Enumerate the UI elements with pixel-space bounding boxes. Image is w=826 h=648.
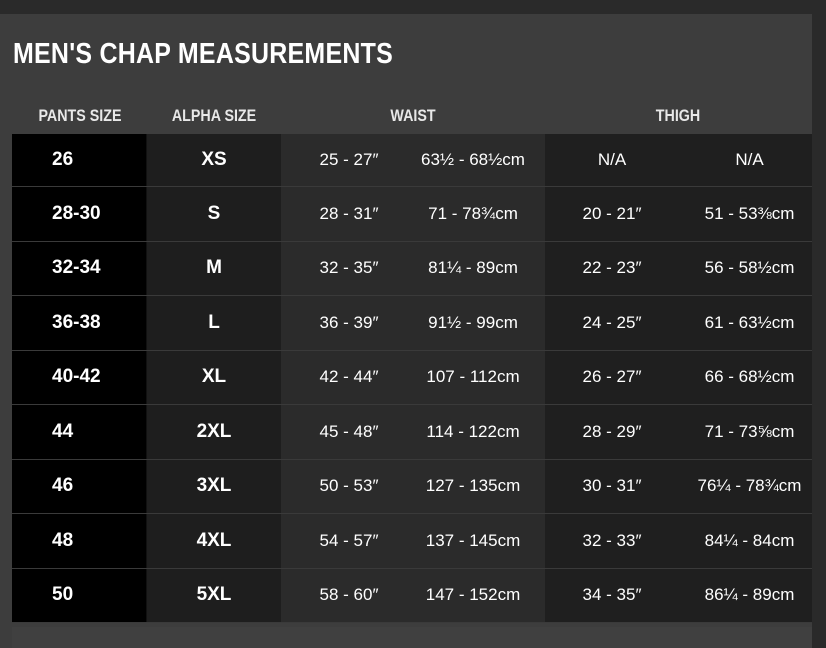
waist-inches-cell: 45 - 48″	[281, 405, 413, 459]
chart-title: MEN'S CHAP MEASUREMENTS	[13, 38, 393, 70]
alpha-size-cell: S	[147, 187, 281, 241]
thigh-cm-cell: N/A	[679, 134, 812, 186]
alpha-size-cell: M	[147, 242, 281, 296]
thigh-cm-cell: 76¼ - 78¾cm	[679, 460, 812, 514]
thigh-inches-cell: 22 - 23″	[545, 242, 679, 296]
table-row	[12, 405, 812, 460]
thigh-inches-cell: 34 - 35″	[545, 569, 679, 623]
pants-size-cell: 36-38	[12, 296, 147, 350]
thigh-inches-cell: N/A	[545, 134, 679, 186]
thigh-inches-cell: 32 - 33″	[545, 514, 679, 568]
pants-size-cell: 48	[12, 514, 147, 568]
thigh-inches-cell: 26 - 27″	[545, 351, 679, 405]
thigh-inches-cell: 20 - 21″	[545, 187, 679, 241]
pants-size-cell: 40-42	[12, 351, 147, 405]
waist-cm-cell: 127 - 135cm	[413, 460, 545, 514]
waist-inches-cell: 25 - 27″	[281, 134, 413, 186]
waist-cm-cell: 91½ - 99cm	[413, 296, 545, 350]
alpha-size-cell: L	[147, 296, 281, 350]
thigh-inches-cell: 30 - 31″	[545, 460, 679, 514]
thigh-cm-cell: 71 - 73⅝cm	[679, 405, 812, 459]
waist-inches-cell: 54 - 57″	[281, 514, 413, 568]
table-row	[12, 460, 812, 515]
header-alpha-size: ALPHA SIZE	[171, 106, 257, 125]
thigh-cm-cell: 51 - 53⅜cm	[679, 187, 812, 241]
waist-cm-cell: 81¼ - 89cm	[413, 242, 545, 296]
pants-size-cell: 28-30	[12, 187, 147, 241]
waist-cm-cell: 71 - 78¾cm	[413, 187, 545, 241]
thigh-cm-cell: 61 - 63½cm	[679, 296, 812, 350]
table-row	[12, 569, 812, 624]
pants-size-cell: 46	[12, 460, 147, 514]
table-row	[12, 242, 812, 297]
pants-size-cell: 32-34	[12, 242, 147, 296]
waist-inches-cell: 32 - 35″	[281, 242, 413, 296]
thigh-cm-cell: 66 - 68½cm	[679, 351, 812, 405]
waist-inches-cell: 28 - 31″	[281, 187, 413, 241]
waist-cm-cell: 147 - 152cm	[413, 569, 545, 623]
table-row	[12, 134, 812, 187]
table-row	[12, 514, 812, 569]
header-waist: WAIST	[390, 106, 436, 125]
pants-size-cell: 50	[12, 569, 147, 623]
header-pants-size: PANTS SIZE	[38, 106, 122, 125]
waist-inches-cell: 36 - 39″	[281, 296, 413, 350]
alpha-size-cell: 5XL	[147, 569, 281, 623]
pants-size-cell: 44	[12, 405, 147, 459]
thigh-cm-cell: 56 - 58½cm	[679, 242, 812, 296]
waist-inches-cell: 42 - 44″	[281, 351, 413, 405]
table-row	[12, 351, 812, 406]
pants-size-cell: 26	[12, 134, 147, 186]
alpha-size-cell: XL	[147, 351, 281, 405]
alpha-size-cell: 4XL	[147, 514, 281, 568]
table-footer-strip	[12, 627, 812, 648]
waist-cm-cell: 63½ - 68½cm	[413, 134, 545, 186]
thigh-cm-cell: 86¼ - 89cm	[679, 569, 812, 623]
waist-inches-cell: 58 - 60″	[281, 569, 413, 623]
table-row	[12, 296, 812, 351]
header-thigh: THIGH	[655, 106, 701, 125]
alpha-size-cell: 3XL	[147, 460, 281, 514]
size-table	[12, 134, 812, 623]
table-row	[12, 187, 812, 242]
thigh-inches-cell: 24 - 25″	[545, 296, 679, 350]
waist-cm-cell: 114 - 122cm	[413, 405, 545, 459]
waist-inches-cell: 50 - 53″	[281, 460, 413, 514]
alpha-size-cell: 2XL	[147, 405, 281, 459]
thigh-inches-cell: 28 - 29″	[545, 405, 679, 459]
waist-cm-cell: 107 - 112cm	[413, 351, 545, 405]
alpha-size-cell: XS	[147, 134, 281, 186]
waist-cm-cell: 137 - 145cm	[413, 514, 545, 568]
thigh-cm-cell: 84¼ - 84cm	[679, 514, 812, 568]
